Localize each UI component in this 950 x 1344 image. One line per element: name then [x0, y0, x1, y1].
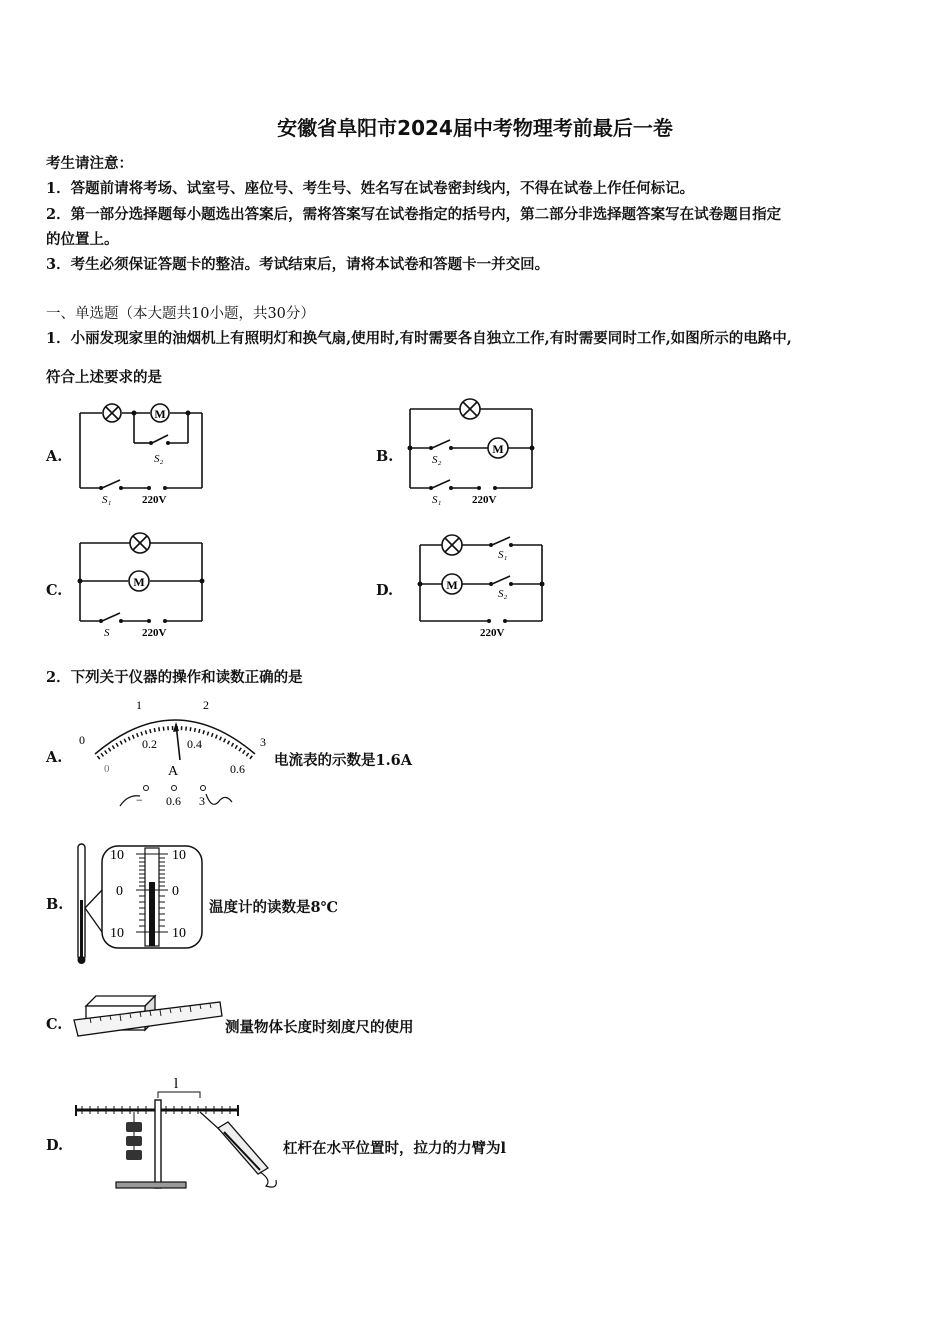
circuit-b-diagram	[400, 395, 540, 510]
q2-option-c-text: 测量物体长度时刻度尺的使用	[225, 1019, 414, 1036]
ammeter-bottom-tick: 0	[104, 763, 110, 775]
ammeter-top-tick: 1	[136, 698, 142, 712]
q1-stem-line1: 1．小丽发现家里的油烟机上有照明灯和换气扇,使用时,有时需要各自独立工作,有时需要同时工作,如图所示的电路中,	[46, 330, 792, 347]
ammeter-bottom-tick: 0.2	[142, 737, 157, 751]
circuit-c-diagram	[70, 528, 210, 643]
q2-option-c-label: C.	[46, 1016, 63, 1033]
voltage-label: 220V	[480, 627, 505, 639]
motor-icon	[442, 574, 462, 594]
ammeter-bottom-tick: 0.6	[230, 762, 245, 776]
ammeter-diagram	[70, 696, 275, 811]
notice-heading: 考生请注意：	[46, 155, 133, 172]
notice-item-2-cont: 的位置上。	[46, 231, 119, 248]
q2-option-a-label: A.	[46, 749, 63, 766]
ruler-diagram	[70, 990, 225, 1042]
motor-label: M	[446, 578, 458, 592]
ammeter-top-tick: 2	[203, 698, 209, 712]
switch-label: S	[104, 627, 110, 639]
ammeter-unit: A	[168, 764, 179, 779]
switch-label: S₂	[154, 453, 164, 465]
q2-option-b-label: B.	[46, 896, 64, 913]
section-heading: 一、单选题（本大题共10小题，共30分）	[46, 306, 315, 322]
q2-option-b-text: 温度计的读数是8℃	[209, 899, 338, 916]
thermometer-tick: 0	[116, 884, 123, 899]
ammeter-bottom-tick: 0.4	[187, 737, 202, 751]
lamp-icon	[460, 399, 480, 419]
thermometer-tick: 0	[172, 884, 179, 899]
q2-option-a-text: 电流表的示数是1.6A	[274, 752, 412, 769]
thermometer-diagram	[70, 840, 210, 968]
ammeter-terminal: 0.6	[166, 794, 181, 808]
switch-label: S₁	[498, 549, 508, 561]
q1-option-a-label: A.	[46, 448, 63, 465]
motor-label: M	[492, 442, 504, 456]
thermometer-tick: 10	[110, 848, 124, 863]
notice-item-3: 3．考生必须保证答题卡的整洁。考试结束后，请将本试卷和答题卡一并交回。	[46, 256, 550, 273]
switch-label: S₁	[432, 494, 442, 506]
motor-icon	[488, 438, 508, 458]
motor-icon	[151, 404, 169, 422]
thermometer-tick: 10	[110, 926, 124, 941]
ammeter-top-tick: 3	[260, 735, 266, 749]
lever-arm-label: l	[174, 1076, 179, 1092]
lamp-icon	[103, 404, 121, 422]
ammeter-top-tick: 0	[79, 733, 85, 747]
q1-stem-line2: 符合上述要求的是	[46, 369, 162, 386]
q2-option-d-text: 杠杆在水平位置时，拉力的力臂为l	[283, 1140, 507, 1157]
q2-stem: 2．下列关于仪器的操作和读数正确的是	[46, 669, 303, 686]
lever-diagram	[70, 1072, 285, 1197]
thermometer-tick: 10	[172, 926, 186, 941]
voltage-label: 220V	[142, 494, 167, 506]
switch-label: S₂	[498, 588, 508, 600]
voltage-label: 220V	[142, 627, 167, 639]
ammeter-terminal: −	[136, 793, 143, 807]
voltage-label: 220V	[472, 494, 497, 506]
thermometer-tick: 10	[172, 848, 186, 863]
q1-option-d-label: D.	[376, 582, 394, 599]
switch-label: S₁	[102, 494, 112, 506]
notice-item-2: 2．第一部分选择题每小题选出答案后，需将答案写在试卷指定的括号内，第二部分非选择题答案写在试卷题目指定	[46, 206, 782, 223]
switch-label: S₂	[432, 454, 442, 466]
notice-item-1: 1．答题前请将考场、试室号、座位号、考生号、姓名写在试卷密封线内，不得在试卷上作任何标记。	[46, 180, 695, 197]
lamp-icon	[442, 535, 462, 555]
q1-option-c-label: C.	[46, 582, 63, 599]
page-title: 安徽省阜阳市2024届中考物理考前最后一卷	[277, 116, 673, 140]
q1-option-b-label: B.	[376, 448, 394, 465]
circuit-a-diagram	[70, 395, 210, 510]
circuit-d-diagram	[410, 528, 550, 643]
q2-option-d-label: D.	[46, 1137, 64, 1154]
motor-icon	[129, 571, 149, 591]
motor-label: M	[133, 575, 145, 589]
lamp-icon	[130, 533, 150, 553]
motor-label: M	[154, 407, 166, 421]
ammeter-terminal: 3	[199, 794, 205, 808]
